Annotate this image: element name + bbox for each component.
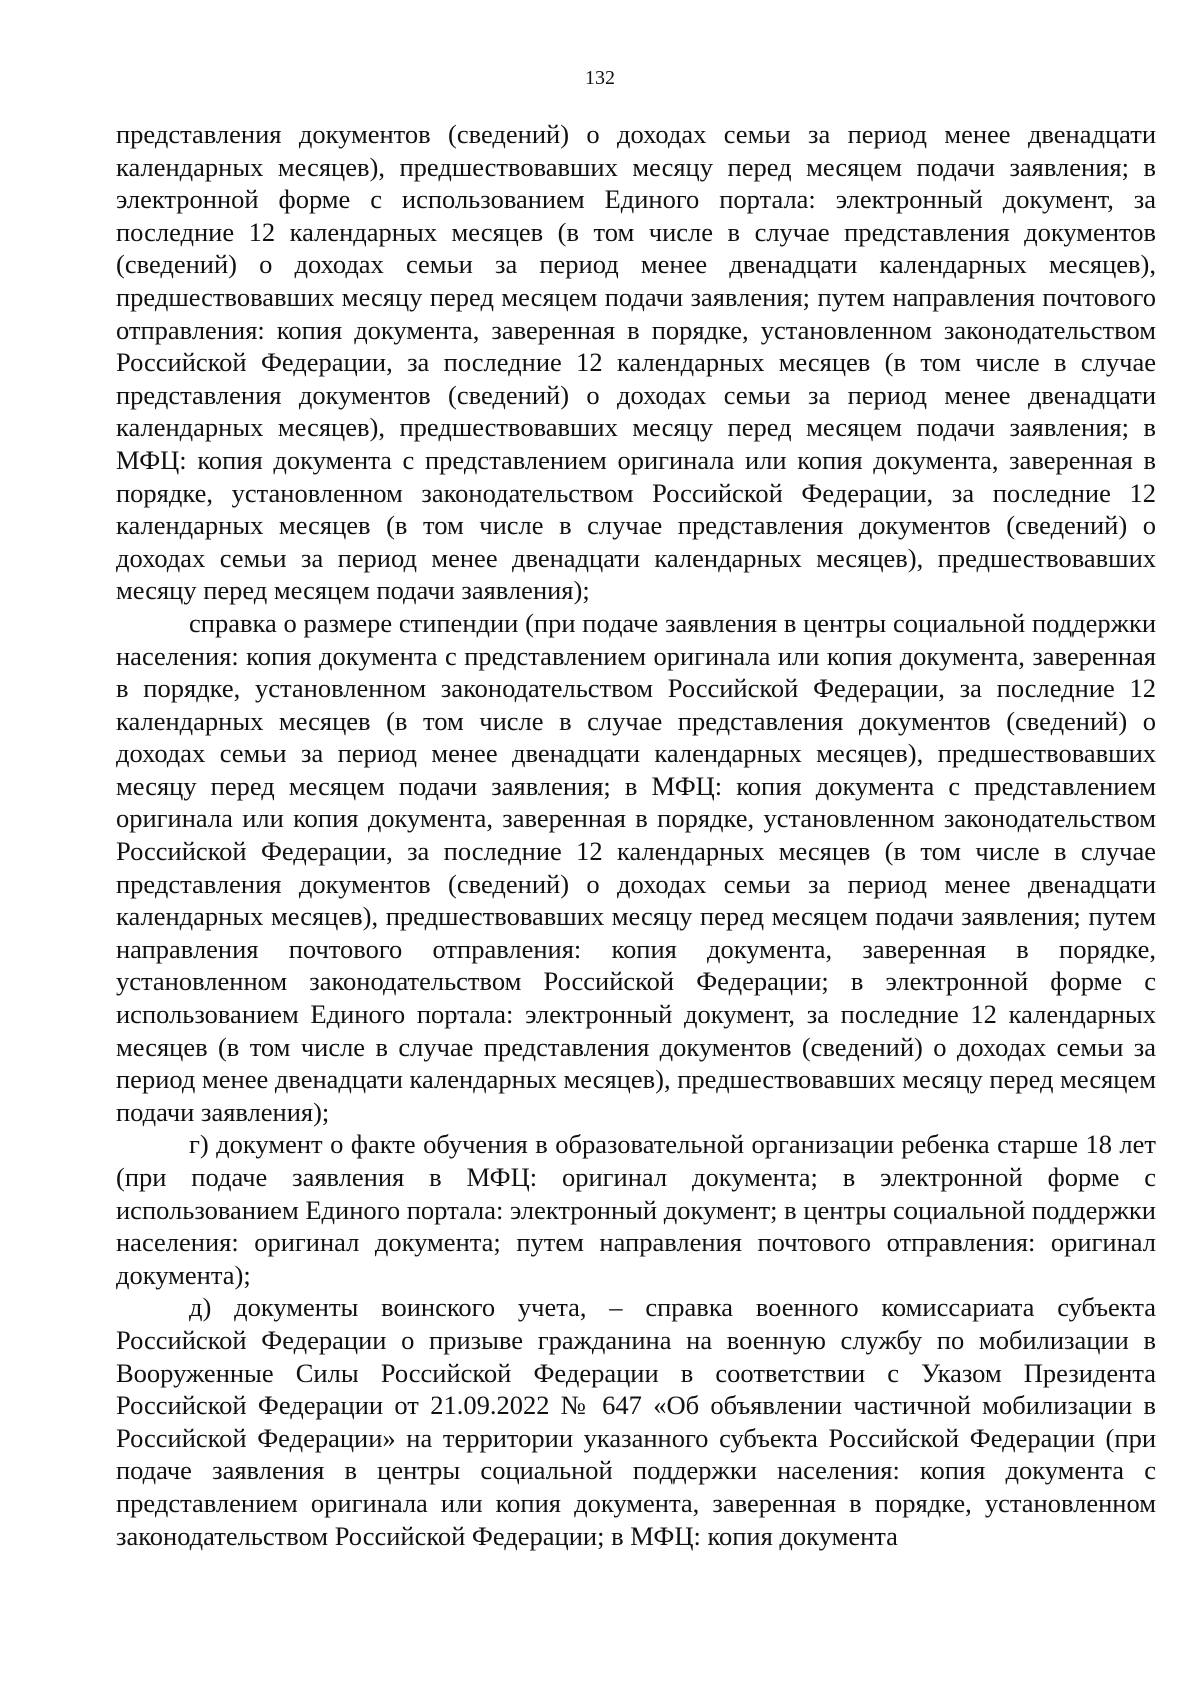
paragraph-education-document: г) документ о факте обучения в образовательной организации ребенка старше 18 лет (при подаче заявления в МФЦ: оригинал документа; в электронной форме с использованием Единого портала: электронный документ; в центры социальной поддержки населения: оригинал документа; путем направления почтового отправления: оригинал документа); [116, 1129, 1156, 1290]
page-number: 132 [585, 67, 615, 89]
document-body [116, 118, 1156, 1552]
paragraph-income-documents: представления документов (сведений) о доходах семьи за период менее двенадцати календарных месяцев), предшествовавших месяцу перед месяцем подачи заявления; в электронной форме с использованием Единого портала: электронный документ, за последние 12 календарных месяцев (в том числе в случае представления документов (сведений) о доходах семьи за период менее двенадцати календарных месяцев), предшествовавших месяцу перед месяцем подачи заявления; путем направления почтового отправления: копия документа, заверенная в порядке, установленном законодательством Российской Федерации, за последние 12 календарных месяцев (в том числе в случае представления документов (сведений) о доходах семьи за период менее двенадцати календарных месяцев), предшествовавших месяцу перед месяцем подачи заявления; в МФЦ: копия документа с представлением оригинала или копия документа, заверенная в порядке, установленном законодательством Российской Федерации, за последние 12 календарных месяцев (в том числе в случае представления документов (сведений) о доходах семьи за период менее двенадцати календарных месяцев), предшествовавших месяцу перед месяцем подачи заявления); [116, 119, 1156, 606]
paragraph-military-documents: д) документы воинского учета, – справка военного комиссариата субъекта Российской Федерации о призыве гражданина на военную службу по мобилизации в Вооруженные Силы Российской Федерации в соответствии с Указом Президента Российской Федерации от 21.09.2022 № 647 «Об объявлении частичной мобилизации в Российской Федерации» на территории указанного субъекта Российской Федерации (при подаче заявления в центры социальной поддержки населения: копия документа с представлением оригинала или копия документа, заверенная в порядке, установленном законодательством Российской Федерации; в МФЦ: копия документа [116, 1292, 1156, 1551]
paragraph-scholarship-certificate: справка о размере стипендии (при подаче заявления в центры социальной поддержки населения: копия документа с представлением оригинала или копия документа, заверенная в порядке, установленном законодательством Российской Федерации, за последние 12 календарных месяцев (в том числе в случае представления документов (сведений) о доходах семьи за период менее двенадцати календарных месяцев), предшествовавших месяцу перед месяцем подачи заявления; в МФЦ: копия документа с представлением оригинала или копия документа, заверенная в порядке, установленном законодательством Российской Федерации, за последние 12 календарных месяцев (в том числе в случае представления документов (сведений) о доходах семьи за период менее двенадцати календарных месяцев), предшествовавших месяцу перед месяцем подачи заявления; путем направления почтового отправления: копия документа, заверенная в порядке, установленном законодательством Российской Федерации; в электронной форме с использованием Единого портала: электронный документ, за последние 12 календарных месяцев (в том числе в случае представления документов (сведений) о доходах семьи за период менее двенадцати календарных месяцев), предшествовавших месяцу перед месяцем подачи заявления); [116, 607, 1156, 1127]
